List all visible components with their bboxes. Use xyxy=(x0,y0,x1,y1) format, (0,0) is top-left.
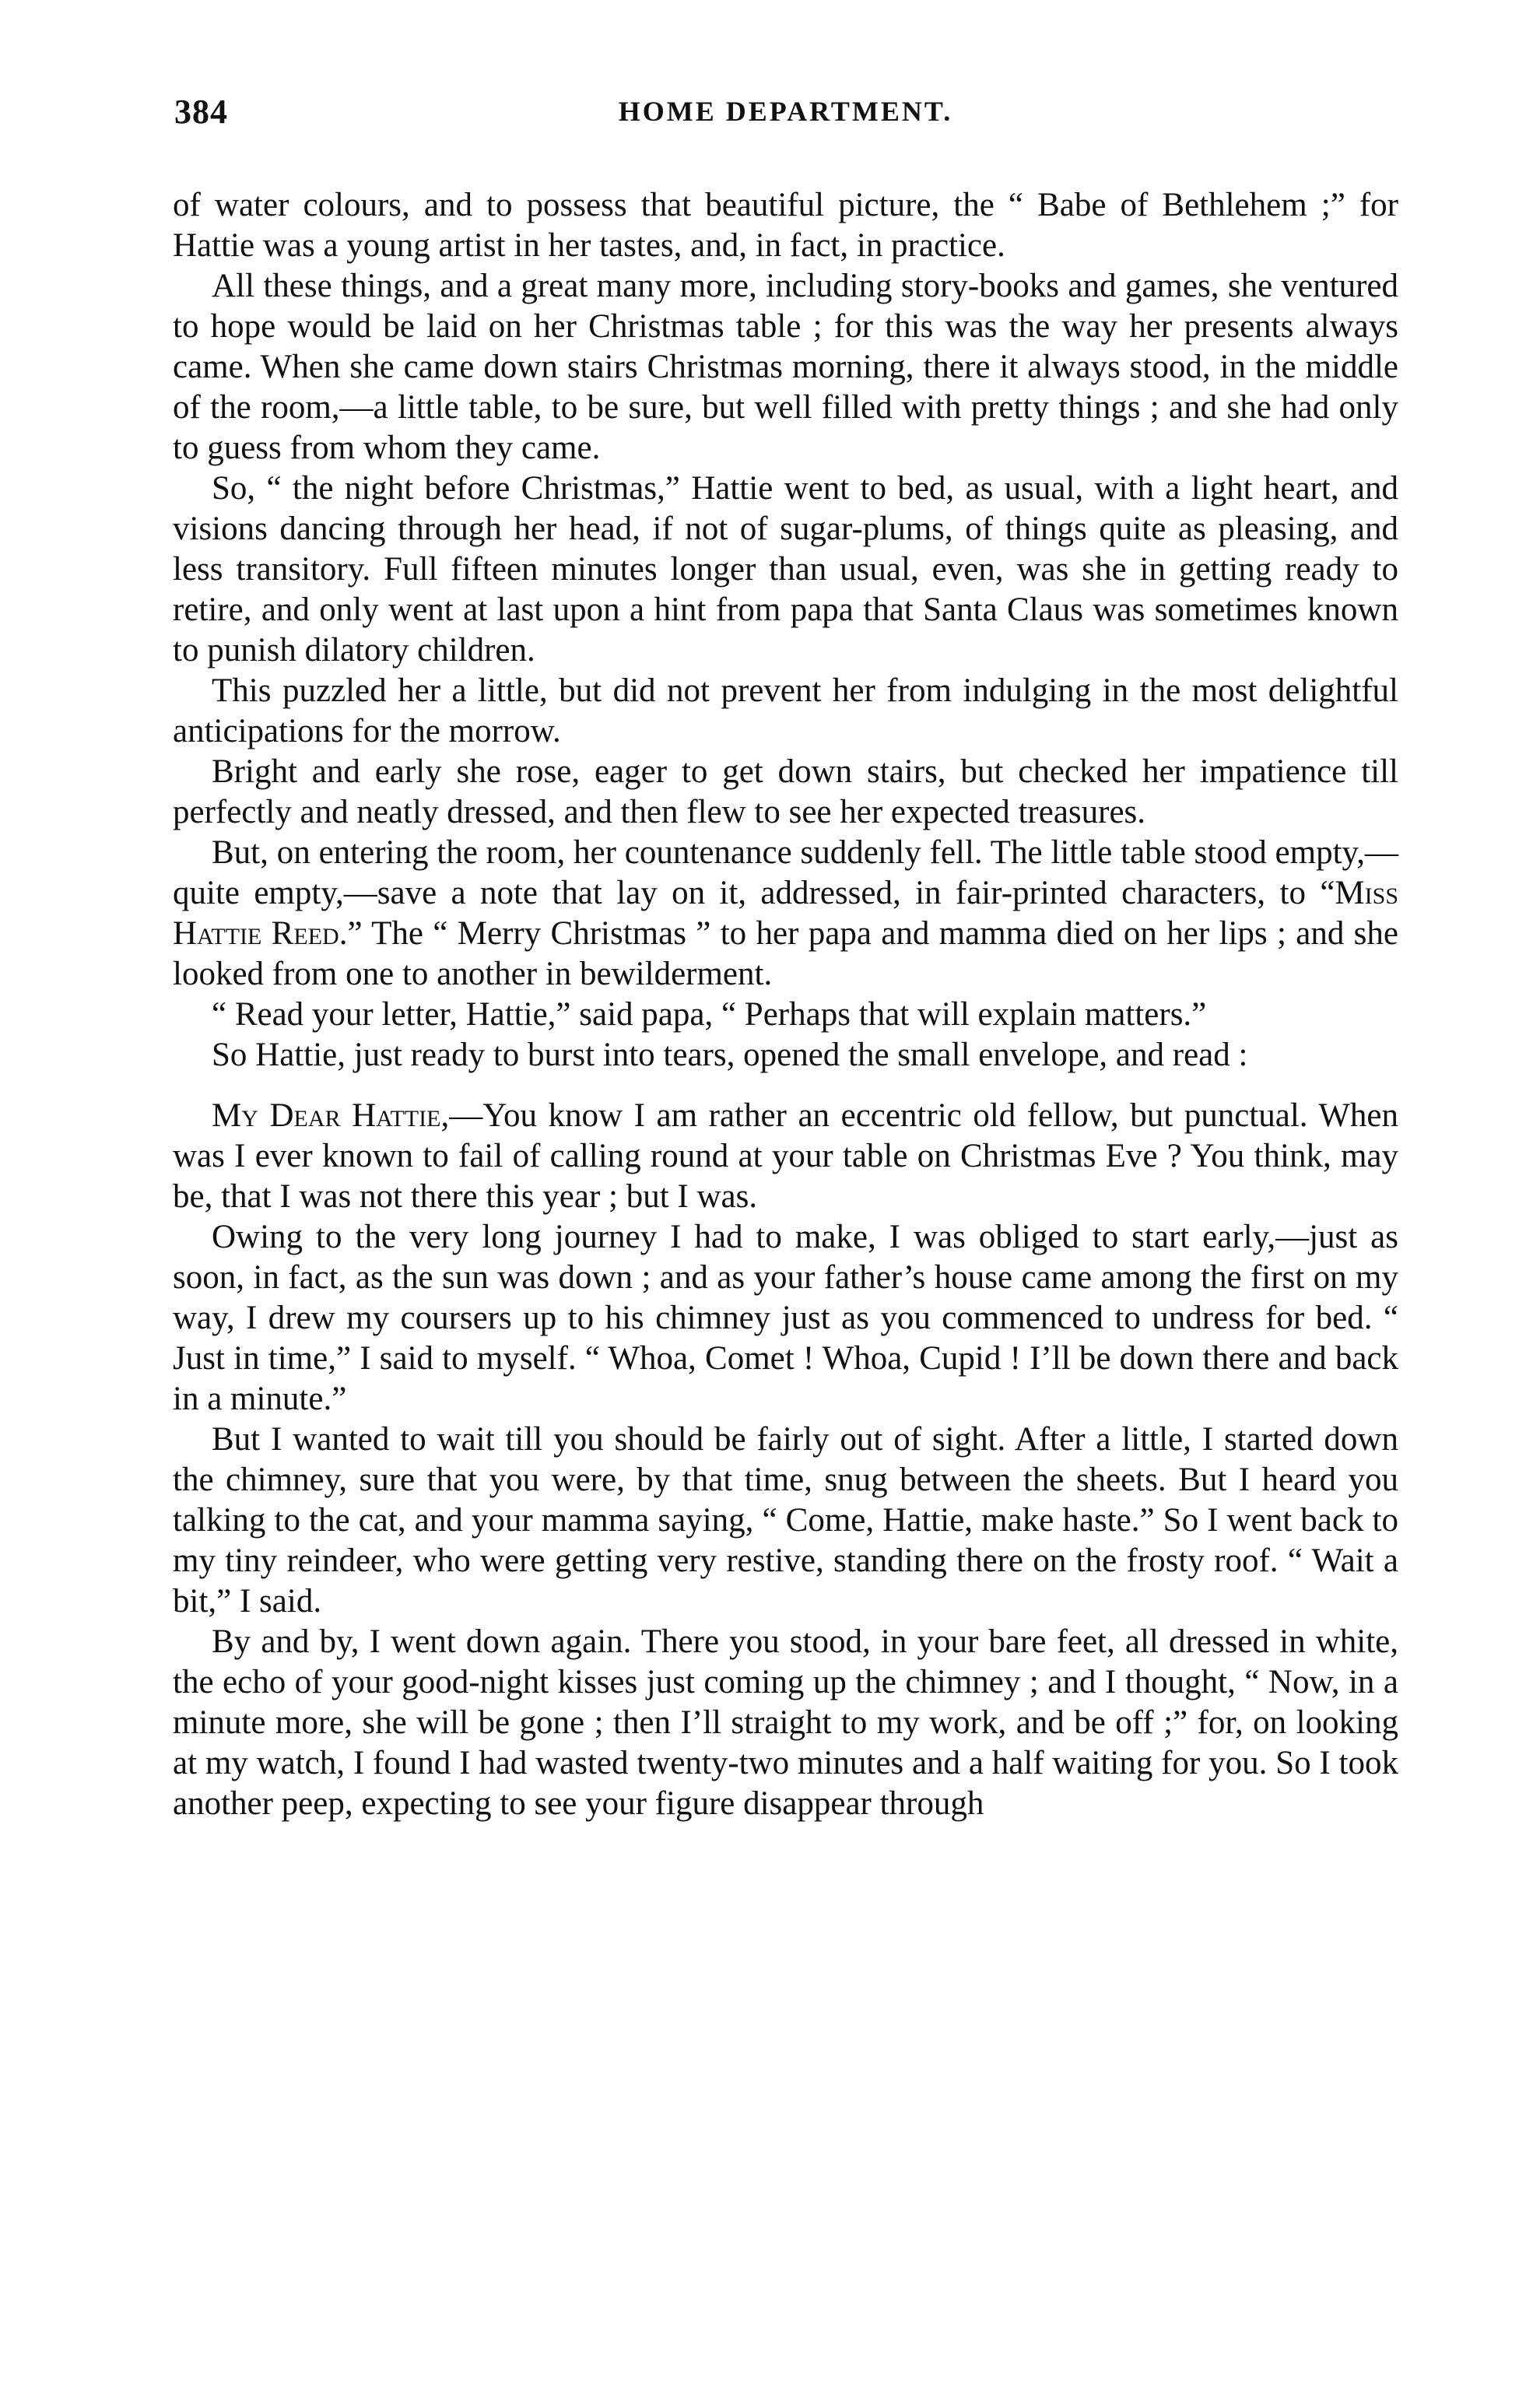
running-head: HOME DEPARTMENT. xyxy=(618,96,953,127)
paragraph: So Hattie, just ready to burst into tears, opened the small envelope, and read : xyxy=(212,1037,1248,1073)
letter-salutation: My Dear Hattie, xyxy=(212,1097,450,1134)
paragraph: So, “ the night before Christmas,” Hattie went to bed, as usual, with a light heart, and visions dancing through her head, if not of sugar-plums, of things quite as pleasing, and less transitory. Full fifteen minutes longer than usual, even, was she in getting ready to retire, and only went at last upon a hint from papa that Santa Claus was sometimes known to punish dilatory children. xyxy=(173,470,1398,669)
page-number: 384 xyxy=(174,93,228,131)
paragraph: Owing to the very long journey I had to make, I was obliged to start early,—just as soon, in fact, as the sun was down ; and as your father’s house came among the first on my way, I drew my coursers up to his chimney just as you commenced to undress for bed. “ Just in time,” I said to myself. “ Whoa, Comet ! Whoa, Cupid ! I’ll be down there and back in a minute.” xyxy=(173,1219,1398,1417)
letter-text: —You know I am rather an eccentric old fellow, but punctual. When was I ever known to fail of calling round at your table on Christmas Eve ? You think, may be, that I was not there this year ; but I was. xyxy=(173,1097,1399,1215)
addressee-name: Miss Hattie Reed xyxy=(173,875,1398,952)
paragraph: This puzzled her a little, but did not prevent her from indulging in the most delightful anticipations for the morrow. xyxy=(173,672,1398,749)
book-page xyxy=(173,92,1398,1824)
body-text xyxy=(173,185,1398,1824)
page-header xyxy=(173,92,1398,139)
paragraph: All these things, and a great many more, including story-books and games, she ventured to hope would be laid on her Christmas table ; for this was the way her presents always came. When she came down stairs Christmas morning, there it always stood, in the middle of the room,—a little table, to be sure, but well filled with pretty things ; and she had only to guess from whom they came. xyxy=(173,268,1398,466)
paragraph: But I wanted to wait till you should be fairly out of sight. After a little, I started down the chimney, sure that you were, by that time, snug between the sheets. But I heard you talking to the cat, and your mamma saying, “ Come, Hattie, make haste.” So I went back to my tiny reindeer, who were getting very restive, standing there on the frosty roof. “ Wait a bit,” I said. xyxy=(173,1421,1398,1620)
paragraph-text: But, on entering the room, her countenance suddenly fell. The little table stood empty,—quite empty,—save a note that lay on it, addressed, in fair-printed characters, to “ xyxy=(173,834,1398,911)
paragraph: of water colours, and to possess that beautiful picture, the “ Babe of Bethlehem ;” for Hattie was a young artist in her tastes, and, in fact, in practice. xyxy=(173,187,1398,264)
paragraph xyxy=(173,833,1398,995)
letter-opening xyxy=(173,1096,1398,1217)
paragraph: Bright and early she rose, eager to get down stairs, but checked her impatience till perfectly and neatly dressed, and then flew to see her expected treasures. xyxy=(173,753,1398,830)
paragraph: By and by, I went down again. There you stood, in your bare feet, all dressed in white, the echo of your good-night kisses just coming up the chimney ; and I thought, “ Now, in a minute more, she will be gone ; then I’ll straight to my work, and be off ;” for, on looking at my watch, I found I had wasted twenty-two minutes and a half waiting for you. So I took another peep, expecting to see your figure disappear through xyxy=(173,1623,1398,1822)
paragraph: “ Read your letter, Hattie,” said papa, “ Perhaps that will explain matters.” xyxy=(212,996,1207,1033)
paragraph-text: .” The “ Merry Christmas ” to her papa and mamma died on her lips ; and she looked from one to another in bewilderment. xyxy=(173,915,1398,992)
